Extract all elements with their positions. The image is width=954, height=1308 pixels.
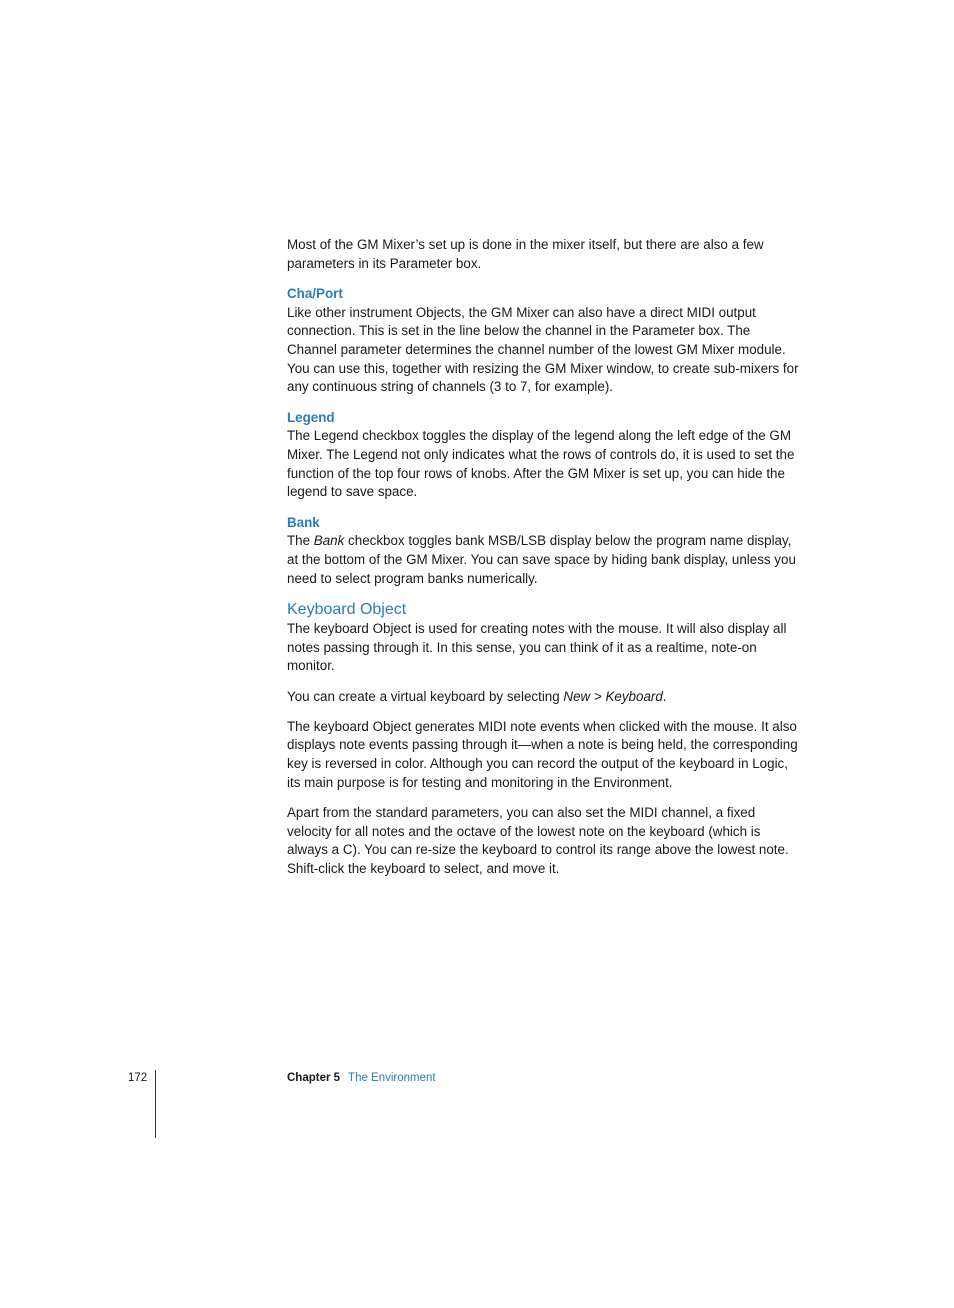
legend-section bbox=[287, 409, 799, 503]
keyboard-para2-after: . bbox=[662, 688, 667, 704]
cha-port-heading: Cha/Port bbox=[287, 285, 343, 301]
keyboard-object-paragraph-1: The keyboard Object is used for creating notes with the mouse. It will also display all notes passing through it. In this sense, you can think of it as a realtime, note-on monitor. bbox=[287, 620, 787, 674]
page-number: 172 bbox=[128, 1072, 148, 1084]
bank-text-italic: Bank bbox=[313, 533, 345, 549]
page-body bbox=[287, 236, 799, 890]
legend-paragraph: The Legend checkbox toggles the display of the legend along the left edge of the GM Mixer. The Legend not only indicates what the rows of controls do, it is used to set the function of the top four rows of knobs. After the GM Mixer is set up, you can hide the legend to save space. bbox=[287, 428, 795, 500]
legend-heading: Legend bbox=[287, 409, 335, 425]
keyboard-object-section bbox=[287, 600, 799, 879]
bank-paragraph bbox=[287, 532, 799, 588]
chapter-label: Chapter 5 bbox=[287, 1072, 341, 1084]
chapter-title: The Environment bbox=[348, 1072, 436, 1084]
footer-divider bbox=[155, 1070, 156, 1138]
bank-text-after: checkbox toggles bank MSB/LSB display below the program name display, at the bottom of the GM Mixer. You can save space by hiding bank display, unless you need to select program banks numerically. bbox=[287, 533, 796, 586]
cha-port-paragraph: Like other instrument Objects, the GM Mixer can also have a direct MIDI output connection. This is set in the line below the channel in the Parameter box. The Channel parameter determines the channel number of the lowest GM Mixer module. You can use this, together with resizing the GM Mixer window, to create sub-mixers for any continuous string of channels (3 to 7, for example). bbox=[287, 304, 799, 395]
keyboard-object-paragraph-2 bbox=[287, 688, 799, 707]
footer-chapter bbox=[287, 1070, 436, 1086]
bank-heading: Bank bbox=[287, 514, 320, 530]
keyboard-object-paragraph-4: Apart from the standard parameters, you can also set the MIDI channel, a fixed velocity for all notes and the octave of the lowest note on the keyboard (which is always a C). You can re-size the keyboard to control its range above the lowest note. Shift-click the keyboard to select, and move it. bbox=[287, 805, 789, 877]
bank-section bbox=[287, 514, 799, 589]
intro-paragraph: Most of the GM Mixer’s set up is done in the mixer itself, but there are also a few parameters in its Parameter box. bbox=[287, 237, 764, 271]
keyboard-para2-italic: New > Keyboard bbox=[563, 688, 663, 704]
keyboard-para2-before: You can create a virtual keyboard by selecting bbox=[287, 688, 564, 704]
bank-text-before: The bbox=[287, 533, 314, 549]
cha-port-section bbox=[287, 285, 799, 397]
keyboard-object-heading: Keyboard Object bbox=[287, 600, 407, 618]
keyboard-object-paragraph-3: The keyboard Object generates MIDI note events when clicked with the mouse. It also displays note events passing through it—when a note is being held, the corresponding key is reversed in color. Although you can record the output of the keyboard in Logic, its main purpose is for testing and monitoring in the Environment. bbox=[287, 718, 798, 790]
